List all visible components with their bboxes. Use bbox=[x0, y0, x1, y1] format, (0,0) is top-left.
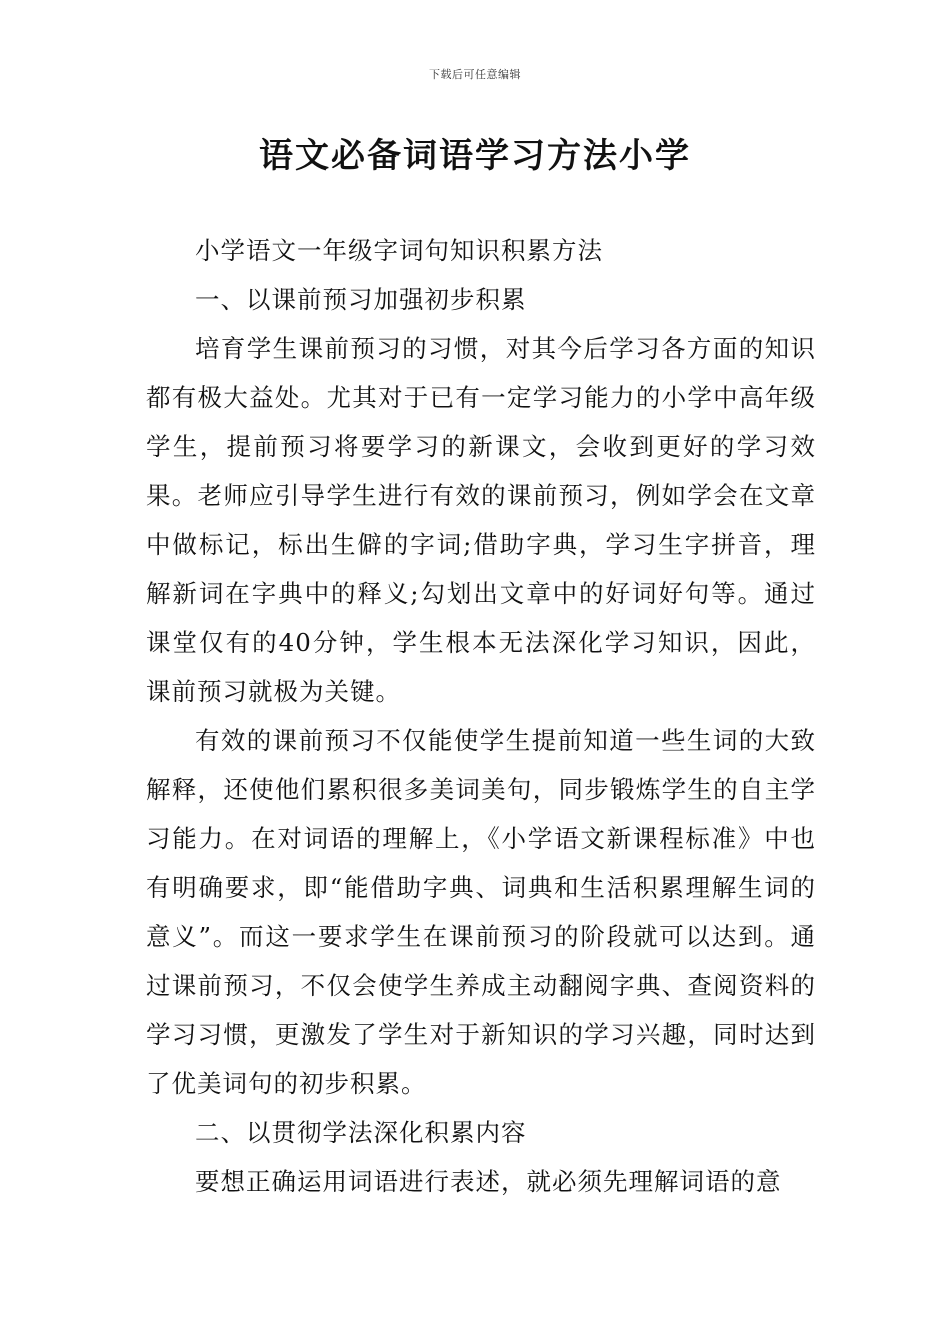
section-one-heading: 一、以课前预习加强初步积累 bbox=[195, 285, 527, 314]
document-title: 语文必备词语学习方法小学 bbox=[259, 136, 691, 176]
download-note: 下载后可任意编辑 bbox=[429, 68, 521, 81]
body-paragraph: 要想正确运用词语进行表述，就必须先理解词语的意 bbox=[195, 1167, 782, 1196]
section-intro-heading: 小学语文一年级字词句知识积累方法 bbox=[195, 236, 603, 265]
body-paragraph: 培育学生课前预习的习惯，对其今后学习各方面的知识都有极大益处。尤其对于已有一定学习能力的小学中高年级学生，提前预习将要学习的新课文，会收到更好的学习效果。老师应引导学生进行有效的课前预习，例如学会在文章中做标记，标出生僻的字词;借助字典，学习生字拼音，理解新词在字典中的释义;勾划出文章中的好词好句等。通过课堂仅有的40分钟，学生根本无法深化学习知识，因此，课前预习就极为关键。 bbox=[146, 334, 816, 706]
section-two-heading: 二、以贯彻学法深化积累内容 bbox=[195, 1118, 527, 1147]
body-paragraph: 有效的课前预习不仅能使学生提前知道一些生词的大致解释，还使他们累积很多美词美句，同步锻炼学生的自主学习能力。在对词语的理解上，《小学语文新课程标准》中也有明确要求，即“能借助字典、词典和生活积累理解生词的意义”。而这一要求学生在课前预习的阶段就可以达到。通过课前预习，不仅会使学生养成主动翻阅字典、查阅资料的学习习惯，更激发了学生对于新知识的学习兴趣，同时达到了优美词句的初步积累。 bbox=[146, 726, 816, 1098]
document-body bbox=[146, 226, 816, 1206]
